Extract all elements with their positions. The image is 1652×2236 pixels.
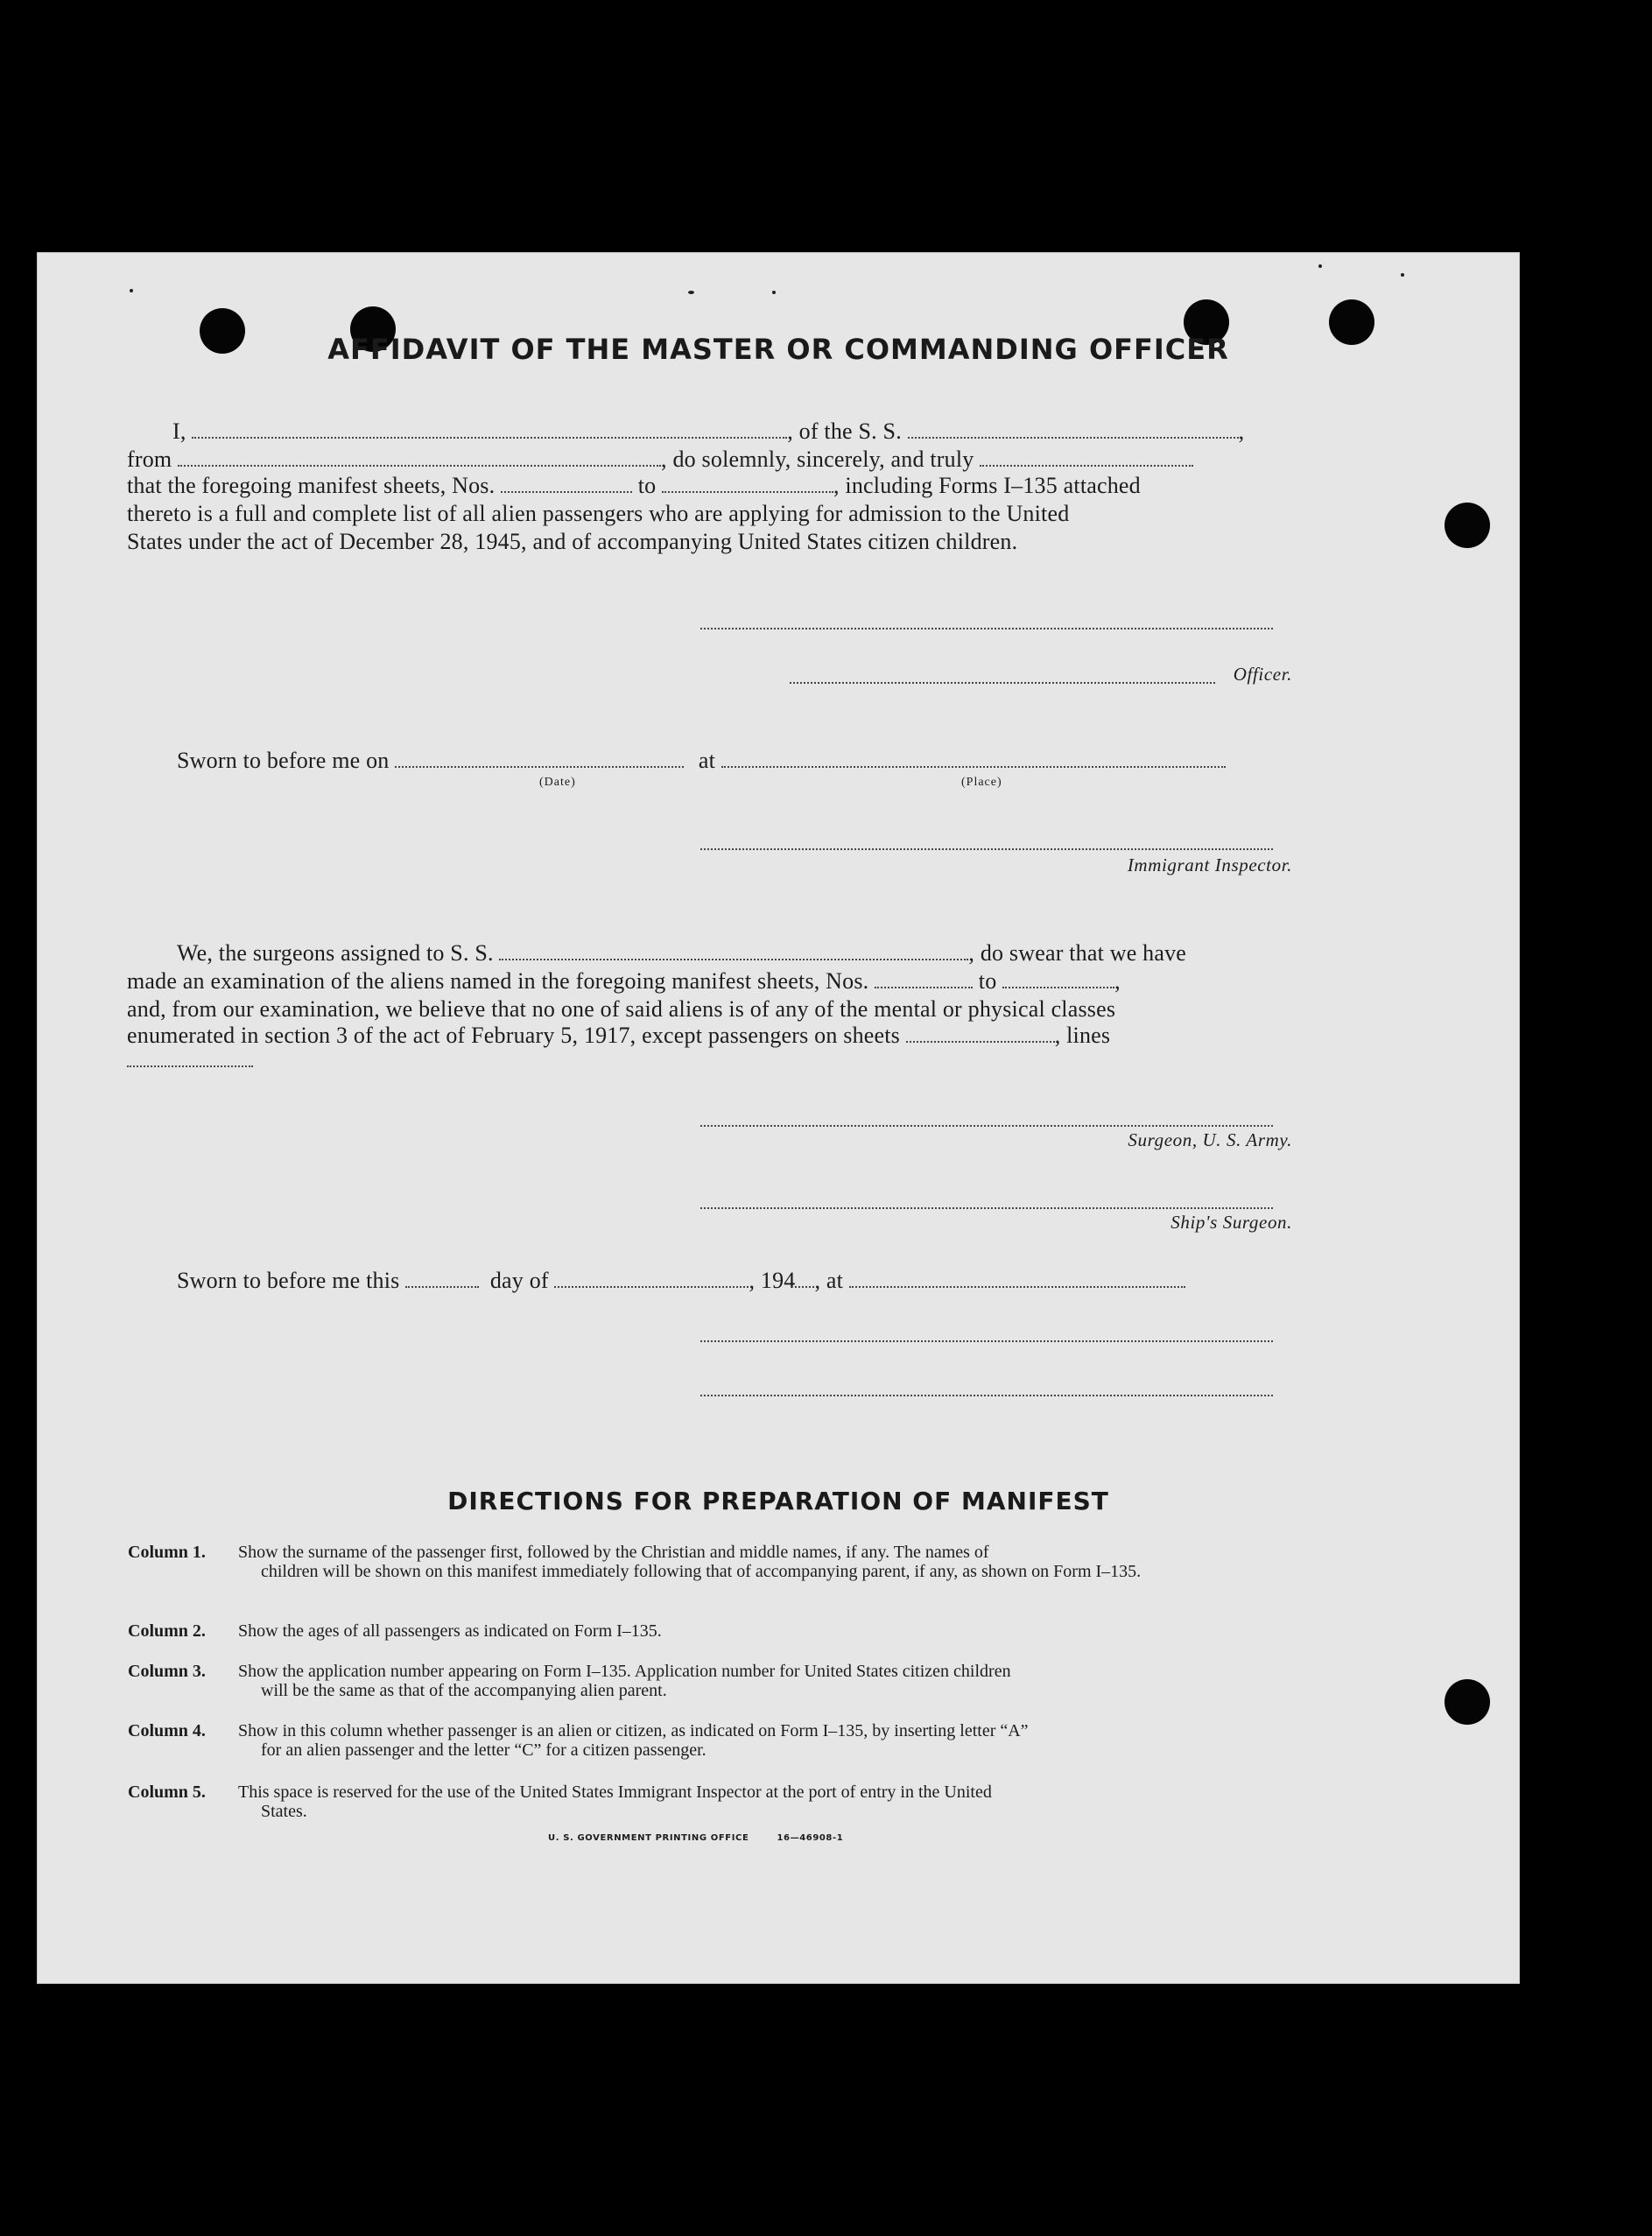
- direction-column-3: [128, 1662, 1318, 1702]
- affidavit-line-5: States under the act of December 28, 1945, and of accompanying United States citizen children.: [127, 529, 1018, 554]
- master-signature-line[interactable]: [700, 627, 1273, 629]
- surgeons-line-1: [177, 940, 1315, 967]
- sworn-this-line: [177, 1268, 1315, 1294]
- sworn-day-of-text: day of: [489, 1268, 549, 1293]
- surgeons-ship-field[interactable]: [499, 941, 968, 960]
- affidavit-line-3: [127, 473, 1318, 499]
- sworn-this-text: Sworn to before me this: [177, 1268, 400, 1293]
- punch-hole-right-lower: [1445, 1679, 1490, 1725]
- affidavit-title: AFFIDAVIT OF THE MASTER OR COMMANDING OFFICER: [327, 333, 1229, 366]
- direction-text-rest: for an alien passenger and the letter “C” for a citizen passenger.: [261, 1740, 706, 1760]
- sworn-year-field[interactable]: [795, 1269, 814, 1288]
- affidavit-i: I,: [172, 418, 186, 444]
- sheet-from-field[interactable]: [501, 474, 632, 493]
- ship-surgeon-label: Ship's Surgeon.: [1170, 1212, 1292, 1233]
- sheet-to-field[interactable]: [662, 474, 833, 493]
- affidavit-to: to: [637, 473, 657, 498]
- direction-text: [238, 1543, 1318, 1581]
- surgeons-sheet-from-field[interactable]: [875, 969, 973, 988]
- sworn-at2-text: , at: [814, 1268, 844, 1293]
- direction-text-rest: will be the same as that of the accompanying alien parent.: [261, 1681, 667, 1700]
- army-surgeon-signature-line[interactable]: [700, 1124, 1273, 1127]
- dust-speck: [130, 289, 133, 292]
- except-sheets-field[interactable]: [906, 1023, 1055, 1043]
- sworn-day-field[interactable]: [405, 1269, 479, 1288]
- surgeons-swear-text: , do swear that we have: [968, 940, 1187, 966]
- surgeons-line-2: [127, 968, 1318, 995]
- affidavit-solemnly: , do solemnly, sincerely, and truly: [661, 446, 974, 472]
- ship-surgeon-signature-line[interactable]: [700, 1206, 1273, 1209]
- direction-column-2: [128, 1621, 1318, 1642]
- direction-label: Column 5.: [128, 1782, 206, 1802]
- affidavit-from: from: [127, 446, 172, 472]
- departure-port-field[interactable]: [178, 447, 661, 467]
- comma: ,: [1238, 418, 1245, 444]
- direction-text-first: Show the ages of all passengers as indicated on Form I–135.: [238, 1621, 662, 1641]
- dust-speck: [688, 291, 694, 294]
- sworn-year-text: , 194: [749, 1268, 796, 1293]
- surgeons-assigned-text: We, the surgeons assigned to S. S.: [177, 940, 494, 966]
- army-surgeon-label: Surgeon, U. S. Army.: [1128, 1129, 1292, 1150]
- surgeons-line-4: [127, 1023, 1318, 1049]
- sworn-date-field[interactable]: [395, 749, 684, 768]
- direction-text-rest: children will be shown on this manifest immediately following that of accompanying parent, if any, as shown on Form I–135.: [261, 1562, 1142, 1581]
- inspector-label: Immigrant Inspector.: [1127, 854, 1292, 875]
- sworn-at-text: at: [698, 748, 716, 773]
- affidavit-including: , including Forms I–135 attached: [833, 473, 1141, 498]
- affidavit-that: that the foregoing manifest sheets, Nos.: [127, 473, 496, 498]
- surgeons-examination-text: made an examination of the aliens named in the foregoing manifest sheets, Nos.: [127, 968, 869, 994]
- direction-label: Column 4.: [128, 1721, 206, 1740]
- direction-text: [238, 1662, 1318, 1700]
- surgeons-enumerated-text: enumerated in section 3 of the act of February 5, 1917, except passengers on sheets: [127, 1023, 900, 1048]
- direction-text-rest: States.: [261, 1802, 307, 1821]
- sworn2-place-field[interactable]: [849, 1269, 1185, 1288]
- direction-text-first: Show the surname of the passenger first, followed by the Christian and middle names, if any. The names of: [238, 1543, 989, 1562]
- directions-title: DIRECTIONS FOR PREPARATION OF MANIFEST: [447, 1487, 1109, 1515]
- direction-text: [238, 1621, 1318, 1641]
- direction-column-1: [128, 1543, 1318, 1595]
- direction-text-first: Show in this column whether passenger is an alien or citizen, as indicated on Form I–135, by inserting letter “A”: [238, 1721, 1029, 1740]
- surgeons-sheet-to-field[interactable]: [1002, 969, 1114, 988]
- direction-text: [238, 1721, 1318, 1760]
- direction-label: Column 1.: [128, 1543, 206, 1562]
- surgeons-lines-text: , lines: [1054, 1023, 1111, 1048]
- sworn-before-text: Sworn to before me on: [177, 748, 390, 773]
- officer-signature-line[interactable]: [790, 681, 1215, 684]
- punch-hole-right-upper: [1445, 503, 1490, 548]
- dust-speck: [1318, 264, 1322, 268]
- affidavit-line-4: thereto is a full and complete list of all alien passengers who are applying for admission to the United: [127, 501, 1070, 526]
- inspector-signature-line[interactable]: [700, 847, 1273, 850]
- affidavit-of-ss: , of the S. S.: [787, 418, 902, 444]
- sworn-before-line: [177, 748, 1315, 774]
- ship-name-field[interactable]: [908, 419, 1239, 439]
- date-caption: (Date): [539, 776, 576, 789]
- direction-column-4: [128, 1721, 1318, 1761]
- surgeons-line-3: and, from our examination, we believe that no one of said aliens is of any of the mental or physical classes: [127, 996, 1116, 1022]
- master-name-field[interactable]: [192, 419, 787, 439]
- form-code: 16—46908-1: [777, 1833, 844, 1843]
- place-caption: (Place): [961, 776, 1002, 789]
- affidavit-line-2: [127, 446, 1318, 473]
- printing-office-footer: [548, 1833, 843, 1843]
- form-sheet: [37, 252, 1520, 1984]
- except-lines-field[interactable]: [127, 1065, 253, 1067]
- sworn-place-field[interactable]: [721, 749, 1226, 768]
- signature-line-2[interactable]: [700, 1394, 1273, 1396]
- signature-line-1[interactable]: [700, 1339, 1273, 1342]
- comma: ,: [1114, 968, 1121, 994]
- dust-speck: [1401, 273, 1404, 277]
- dust-speck: [772, 291, 776, 294]
- affidavit-extra-field[interactable]: [980, 447, 1193, 467]
- officer-label: Officer.: [1233, 664, 1292, 685]
- surgeons-to-text: to: [978, 968, 997, 994]
- direction-text: [238, 1782, 1318, 1821]
- direction-text-first: Show the application number appearing on Form I–135. Application number for United States citizen children: [238, 1662, 1011, 1681]
- direction-label: Column 3.: [128, 1662, 206, 1681]
- printer-name: U. S. GOVERNMENT PRINTING OFFICE: [548, 1833, 749, 1843]
- affidavit-line-1: [172, 418, 1311, 445]
- direction-text-first: This space is reserved for the use of the United States Immigrant Inspector at the port of entry in the United: [238, 1782, 992, 1802]
- direction-label: Column 2.: [128, 1621, 206, 1641]
- sworn-month-field[interactable]: [554, 1269, 749, 1288]
- direction-column-5: [128, 1782, 1318, 1823]
